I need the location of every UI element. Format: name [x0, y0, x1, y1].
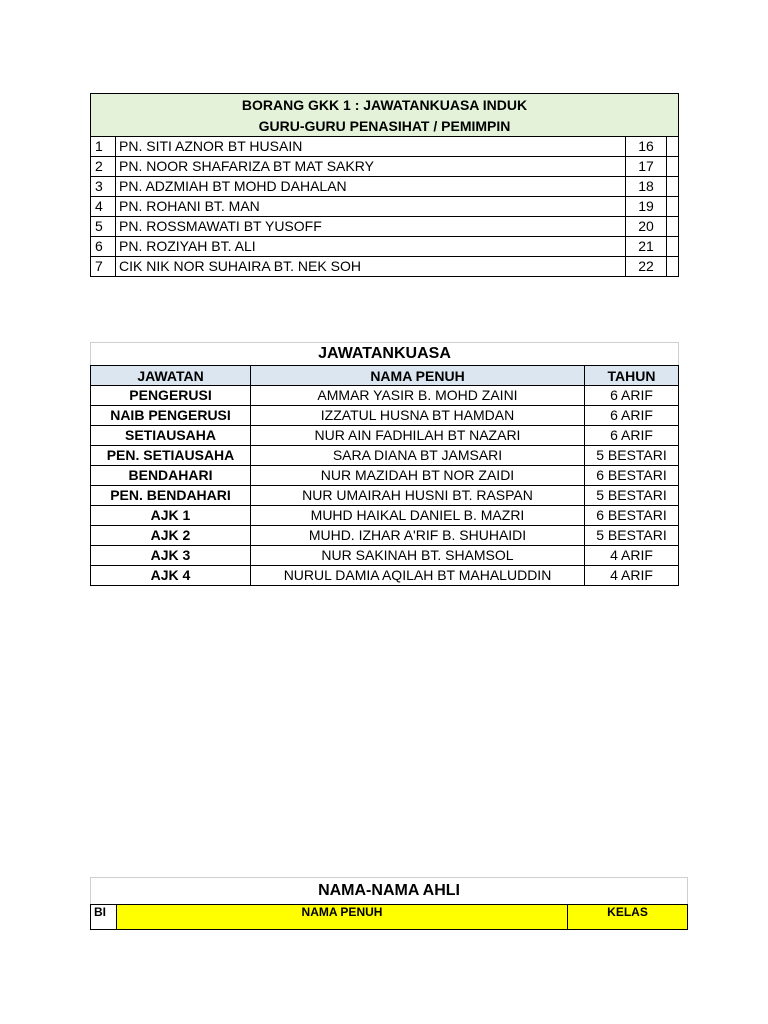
committee-name: MUHD. IZHAR A'RIF B. SHUHAIDI	[251, 526, 585, 546]
members-table	[90, 877, 688, 930]
committee-name: NUR AIN FADHILAH BT NAZARI	[251, 426, 585, 446]
advisor-row	[91, 157, 679, 177]
advisor-code: 16	[626, 137, 667, 157]
advisor-row	[91, 217, 679, 237]
committee-title-row	[91, 343, 679, 366]
advisor-number: 7	[91, 257, 116, 277]
committee-row	[91, 566, 679, 586]
committee-position: SETIAUSAHA	[91, 426, 251, 446]
committee-year: 6 ARIF	[585, 406, 679, 426]
header-full-name: NAMA PENUH	[117, 905, 568, 930]
committee-year: 6 ARIF	[585, 386, 679, 406]
committee-row	[91, 526, 679, 546]
committee-position: AJK 4	[91, 566, 251, 586]
committee-row	[91, 546, 679, 566]
advisor-name: PN. ROHANI BT. MAN	[116, 197, 626, 217]
advisor-row	[91, 237, 679, 257]
advisor-code: 20	[626, 217, 667, 237]
committee-name: NUR UMAIRAH HUSNI BT. RASPAN	[251, 486, 585, 506]
advisor-code: 22	[626, 257, 667, 277]
committee-row	[91, 446, 679, 466]
committee-title: JAWATANKUASA	[91, 343, 679, 366]
committee-name: SARA DIANA BT JAMSARI	[251, 446, 585, 466]
advisor-blank-cell	[667, 177, 679, 197]
header-position: JAWATAN	[91, 366, 251, 386]
advisor-number: 1	[91, 137, 116, 157]
header-class: KELAS	[568, 905, 688, 930]
advisors-subtitle-row	[91, 115, 679, 137]
advisors-table-body	[91, 94, 679, 277]
members-title-row	[91, 878, 688, 905]
committee-year: 5 BESTARI	[585, 526, 679, 546]
advisor-name: PN. ROSSMAWATI BT YUSOFF	[116, 217, 626, 237]
committee-row	[91, 466, 679, 486]
advisor-blank-cell	[667, 237, 679, 257]
members-table-body	[91, 878, 688, 930]
committee-position: NAIB PENGERUSI	[91, 406, 251, 426]
advisor-blank-cell	[667, 137, 679, 157]
committee-position: AJK 2	[91, 526, 251, 546]
committee-year: 4 ARIF	[585, 546, 679, 566]
advisor-row	[91, 137, 679, 157]
committee-position: PEN. BENDAHARI	[91, 486, 251, 506]
committee-year: 5 BESTARI	[585, 486, 679, 506]
committee-header-row	[91, 366, 679, 386]
advisor-row	[91, 197, 679, 217]
committee-position: BENDAHARI	[91, 466, 251, 486]
advisor-name: CIK NIK NOR SUHAIRA BT. NEK SOH	[116, 257, 626, 277]
advisor-blank-cell	[667, 157, 679, 177]
advisor-blank-cell	[667, 197, 679, 217]
advisors-title: BORANG GKK 1 : JAWATANKUASA INDUK	[91, 94, 679, 116]
committee-row	[91, 406, 679, 426]
advisor-number: 2	[91, 157, 116, 177]
committee-name: NUR MAZIDAH BT NOR ZAIDI	[251, 466, 585, 486]
advisor-name: PN. NOOR SHAFARIZA BT MAT SAKRY	[116, 157, 626, 177]
members-header-row	[91, 905, 688, 930]
committee-year: 4 ARIF	[585, 566, 679, 586]
advisor-number: 6	[91, 237, 116, 257]
header-name: NAMA PENUH	[251, 366, 585, 386]
committee-position: PENGERUSI	[91, 386, 251, 406]
advisor-number: 4	[91, 197, 116, 217]
committee-position: PEN. SETIAUSAHA	[91, 446, 251, 466]
committee-table	[90, 342, 679, 586]
advisor-number: 3	[91, 177, 116, 197]
committee-row	[91, 506, 679, 526]
advisor-blank-cell	[667, 217, 679, 237]
committee-year: 6 ARIF	[585, 426, 679, 446]
advisor-name: PN. ADZMIAH BT MOHD DAHALAN	[116, 177, 626, 197]
advisor-code: 21	[626, 237, 667, 257]
committee-position: AJK 1	[91, 506, 251, 526]
committee-name: NUR SAKINAH BT. SHAMSOL	[251, 546, 585, 566]
committee-year: 6 BESTARI	[585, 466, 679, 486]
committee-name: MUHD HAIKAL DANIEL B. MAZRI	[251, 506, 585, 526]
committee-row	[91, 426, 679, 446]
advisors-title-row	[91, 94, 679, 116]
advisor-row	[91, 177, 679, 197]
committee-name: AMMAR YASIR B. MOHD ZAINI	[251, 386, 585, 406]
advisor-row	[91, 257, 679, 277]
advisor-name: PN. SITI AZNOR BT HUSAIN	[116, 137, 626, 157]
advisors-table	[90, 93, 679, 277]
advisor-code: 17	[626, 157, 667, 177]
advisor-number: 5	[91, 217, 116, 237]
advisor-name: PN. ROZIYAH BT. ALI	[116, 237, 626, 257]
committee-name: NURUL DAMIA AQILAH BT MAHALUDDIN	[251, 566, 585, 586]
committee-year: 5 BESTARI	[585, 446, 679, 466]
committee-row	[91, 486, 679, 506]
advisor-code: 18	[626, 177, 667, 197]
advisors-subtitle: GURU-GURU PENASIHAT / PEMIMPIN	[91, 115, 679, 137]
header-bi: BI	[91, 905, 117, 930]
committee-row	[91, 386, 679, 406]
header-year: TAHUN	[585, 366, 679, 386]
committee-position: AJK 3	[91, 546, 251, 566]
committee-year: 6 BESTARI	[585, 506, 679, 526]
committee-name: IZZATUL HUSNA BT HAMDAN	[251, 406, 585, 426]
advisor-code: 19	[626, 197, 667, 217]
committee-table-body	[91, 343, 679, 586]
advisor-blank-cell	[667, 257, 679, 277]
members-title: NAMA-NAMA AHLI	[91, 878, 688, 905]
